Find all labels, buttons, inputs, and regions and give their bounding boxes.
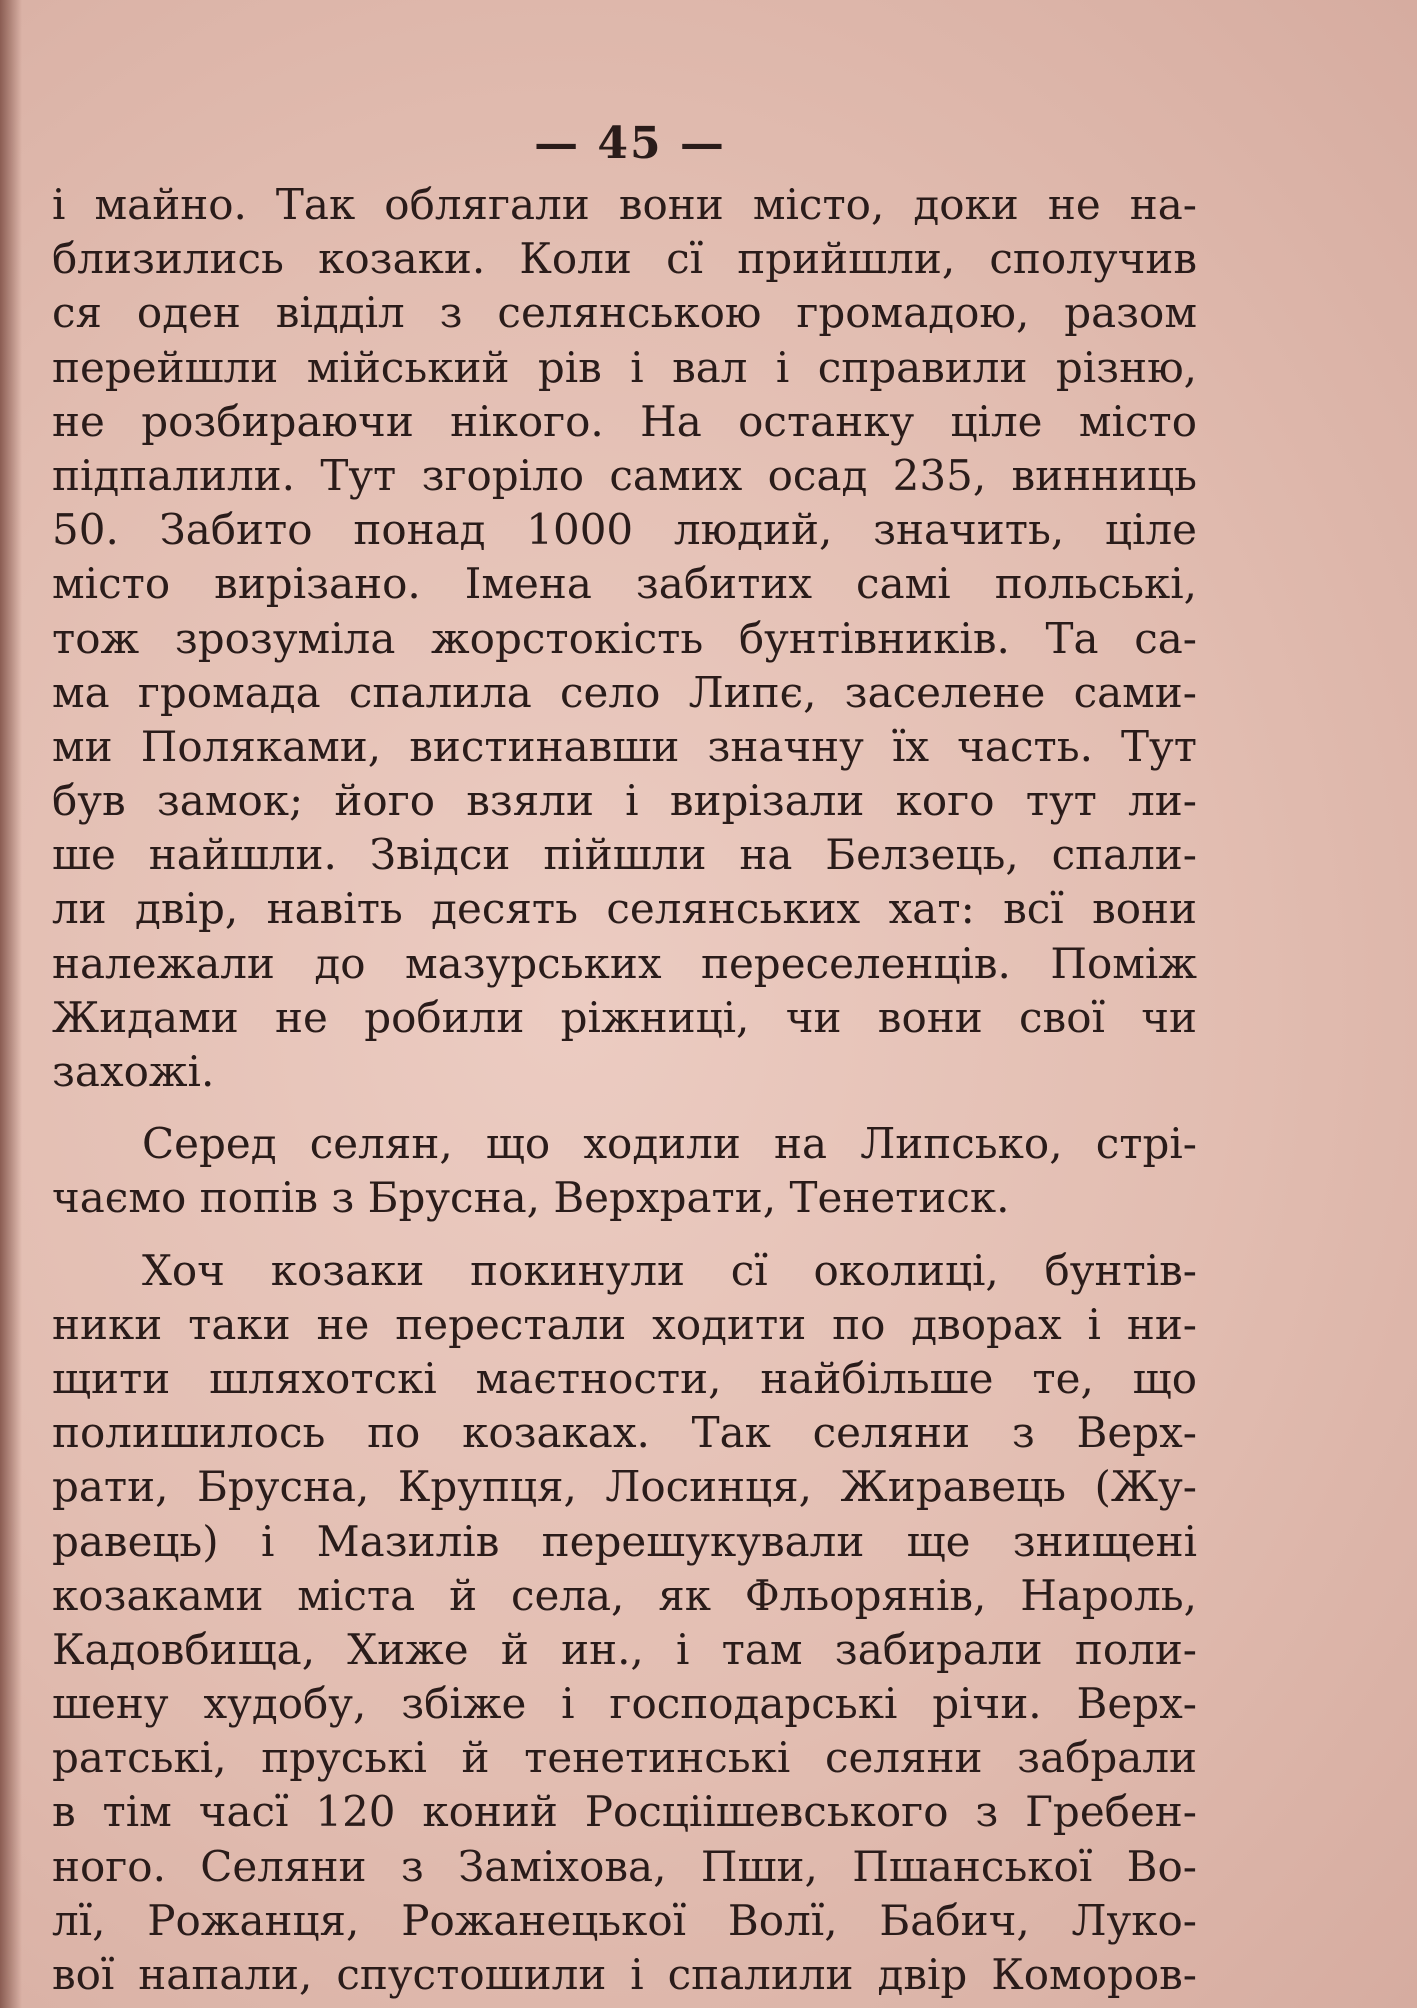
text-line: підпалили. Тут згоріло самих осад 235, винниць: [52, 450, 1197, 500]
paragraph: [52, 1117, 1197, 1225]
text-line: шену худобу, збіже і господарські річи. Верх-: [52, 1679, 1197, 1729]
text-line: Серед селян, що ходили на Липсько, стрі-: [142, 1119, 1197, 1169]
text-line: чаємо попів з Брусна, Верхрати, Тенетиск.: [52, 1173, 1010, 1223]
text-line: ся оден відділ з селянською громадою, разом: [52, 288, 1197, 338]
body-text: [52, 178, 1197, 2002]
text-line: Хоч козаки покинули сї околиці, бунтів-: [142, 1245, 1197, 1295]
text-line: козаками міста й села, як Фльорянів, Нароль,: [52, 1570, 1197, 1620]
text-line: 50. Забито понад 1000 людий, значить, ціле: [52, 505, 1197, 555]
text-line: вої напали, спустошили і спалили двір Коморов-: [52, 1950, 1197, 1999]
text-line: Жидами не робили ріжниці, чи вони свої чи: [52, 992, 1197, 1042]
text-line: тож зрозуміла жорстокість бунтівників. Та са-: [52, 613, 1197, 663]
text-line: і майно. Так облягали вони місто, доки не на-: [52, 180, 1197, 229]
text-line: близились козаки. Коли сї прийшли, сполучив: [52, 234, 1197, 284]
paragraph: [52, 1244, 1197, 2003]
text-line: равець) і Мазилів перешукували ще знищені: [52, 1516, 1197, 1566]
page-number: — 45 —: [534, 118, 726, 169]
text-line: ми Поляками, вистинавши значну їх часть. Тут: [52, 721, 1197, 771]
text-line: рати, Брусна, Крупця, Лосинця, Жиравець (Жу-: [52, 1462, 1197, 1512]
text-line: ники таки не перестали ходити по дворах і ни-: [52, 1299, 1197, 1349]
text-line: не розбираючи нікого. На останку ціле місто: [52, 396, 1197, 446]
text-line: в тім часї 120 коний Росціішевського з Гребен-: [52, 1787, 1197, 1837]
text-line: ма громада спалила село Липє, заселене сами-: [52, 667, 1197, 717]
text-line: місто вирізано. Імена забитих самі польські,: [52, 559, 1197, 609]
text-line: ли двір, навіть десять селянських хат: всї вони: [52, 884, 1197, 934]
paragraph: [52, 178, 1197, 1099]
text-line: захожі.: [52, 1047, 215, 1096]
text-line: ного. Селяни з Заміхова, Пши, Пшанської Во-: [52, 1841, 1197, 1891]
text-line: належали до мазурських переселенців. Поміж: [52, 938, 1197, 988]
text-line: Кадовбища, Хиже й ин., і там забирали поли-: [52, 1624, 1197, 1674]
text-line: ше найшли. Звідси пійшли на Белзець, спали-: [52, 830, 1197, 880]
text-line: щити шляхотскі маєтности, найбільше те, що: [52, 1353, 1197, 1403]
binding-edge-shadow: [0, 0, 22, 2008]
text-line: був замок; його взяли і вирізали кого тут ли-: [52, 776, 1197, 826]
text-line: лї, Рожанця, Рожанецької Волї, Бабич, Луко-: [52, 1895, 1197, 1945]
text-line: ратські, пруські й тенетинські селяни забрали: [52, 1733, 1197, 1783]
text-line: перейшли мійський рів і вал і справили різню,: [52, 342, 1197, 392]
text-line: полишилось по козаках. Так селяни з Верх-: [52, 1408, 1197, 1458]
